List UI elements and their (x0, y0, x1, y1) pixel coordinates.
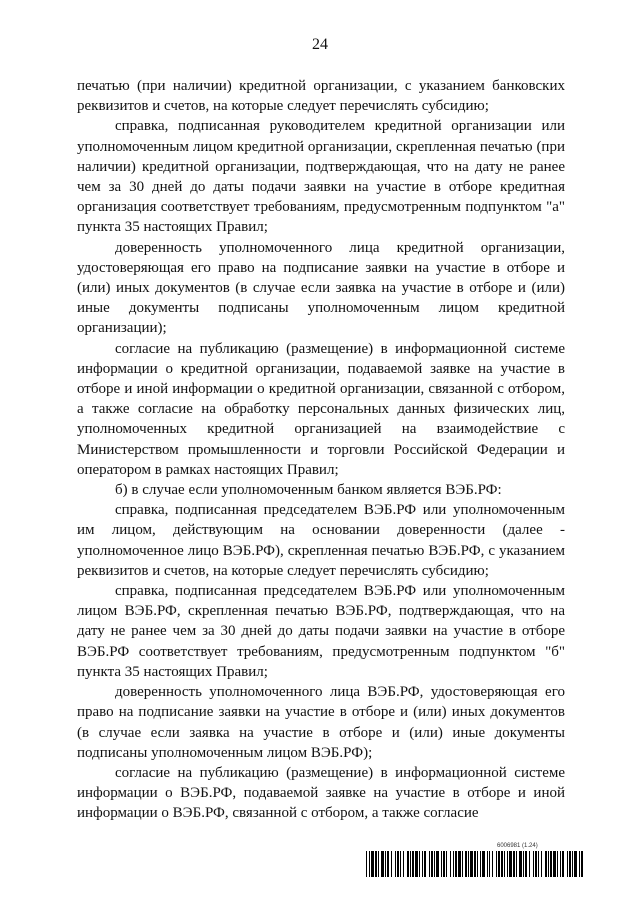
barcode-icon (366, 851, 584, 877)
paragraph: справка, подписанная председателем ВЭБ.РФ или уполномоченным лицом ВЭБ.РФ, скрепленная печатью ВЭБ.РФ, подтверждающая, что на дату не ранее чем за 30 дней до даты подачи заявки на участие в отборе ВЭБ.РФ соответствует требованиям, предусмотренным подпунктом "б" пункта 35 настоящих Правил; (77, 583, 565, 680)
document-code: 6006981 (1.24) (497, 843, 538, 849)
document-body (77, 76, 565, 824)
page-number: 24 (312, 36, 328, 53)
paragraph: согласие на публикацию (размещение) в информационной системе информации о ВЭБ.РФ, подаваемой заявке на участие в отборе и иной информации о ВЭБ.РФ, связанной с отбором, а также согласие (77, 764, 565, 822)
paragraph: справка, подписанная председателем ВЭБ.РФ или уполномоченным им лицом, действующим на основании доверенности (далее - уполномоченное лицо ВЭБ.РФ), скрепленная печатью ВЭБ.РФ, с указанием реквизитов и счетов, на которые следует перечислять субсидию; (77, 502, 565, 579)
paragraph: доверенность уполномоченного лица кредитной организации, удостоверяющая его право на подписание заявки на участие в отборе и (или) иных документов (в случае если заявка на участие в отборе и (или) иные документы подписаны уполномоченным лицом кредитной организации); (77, 239, 565, 337)
paragraph: доверенность уполномоченного лица ВЭБ.РФ, удостоверяющая его право на подписание заявки на участие в отборе и (или) иных документов (в случае если заявка на участие в отборе и (или) иные документы подписаны уполномоченным лицом ВЭБ.РФ); (77, 684, 565, 761)
paragraph: печатью (при наличии) кредитной организации, с указанием банковских реквизитов и счетов, на которые следует перечислять субсидию; (77, 78, 565, 115)
paragraph: справка, подписанная руководителем кредитной организации или уполномоченным лицом кредитной организации, скрепленная печатью (при наличии) кредитной организации, подтверждающая, что на дату не ранее чем за 30 дней до даты подачи заявки на участие в отборе кредитная организация соответствует требованиям, предусмотренным подпунктом "а" пункта 35 настоящих Правил; (77, 118, 565, 236)
paragraph: согласие на публикацию (размещение) в информационной системе информации о кредитной организации, подаваемой заявке на участие в отборе и иной информации о кредитной организации, связанной с отбором, а также согласие на обработку персональных данных физических лиц, уполномоченных кредитной организацией на взаимодействие с Министерством промышленности и торговли Российской Федерации и оператором в рамках настоящих Правил; (77, 340, 565, 478)
paragraph: б) в случае если уполномоченным банком является ВЭБ.РФ: (115, 482, 502, 499)
